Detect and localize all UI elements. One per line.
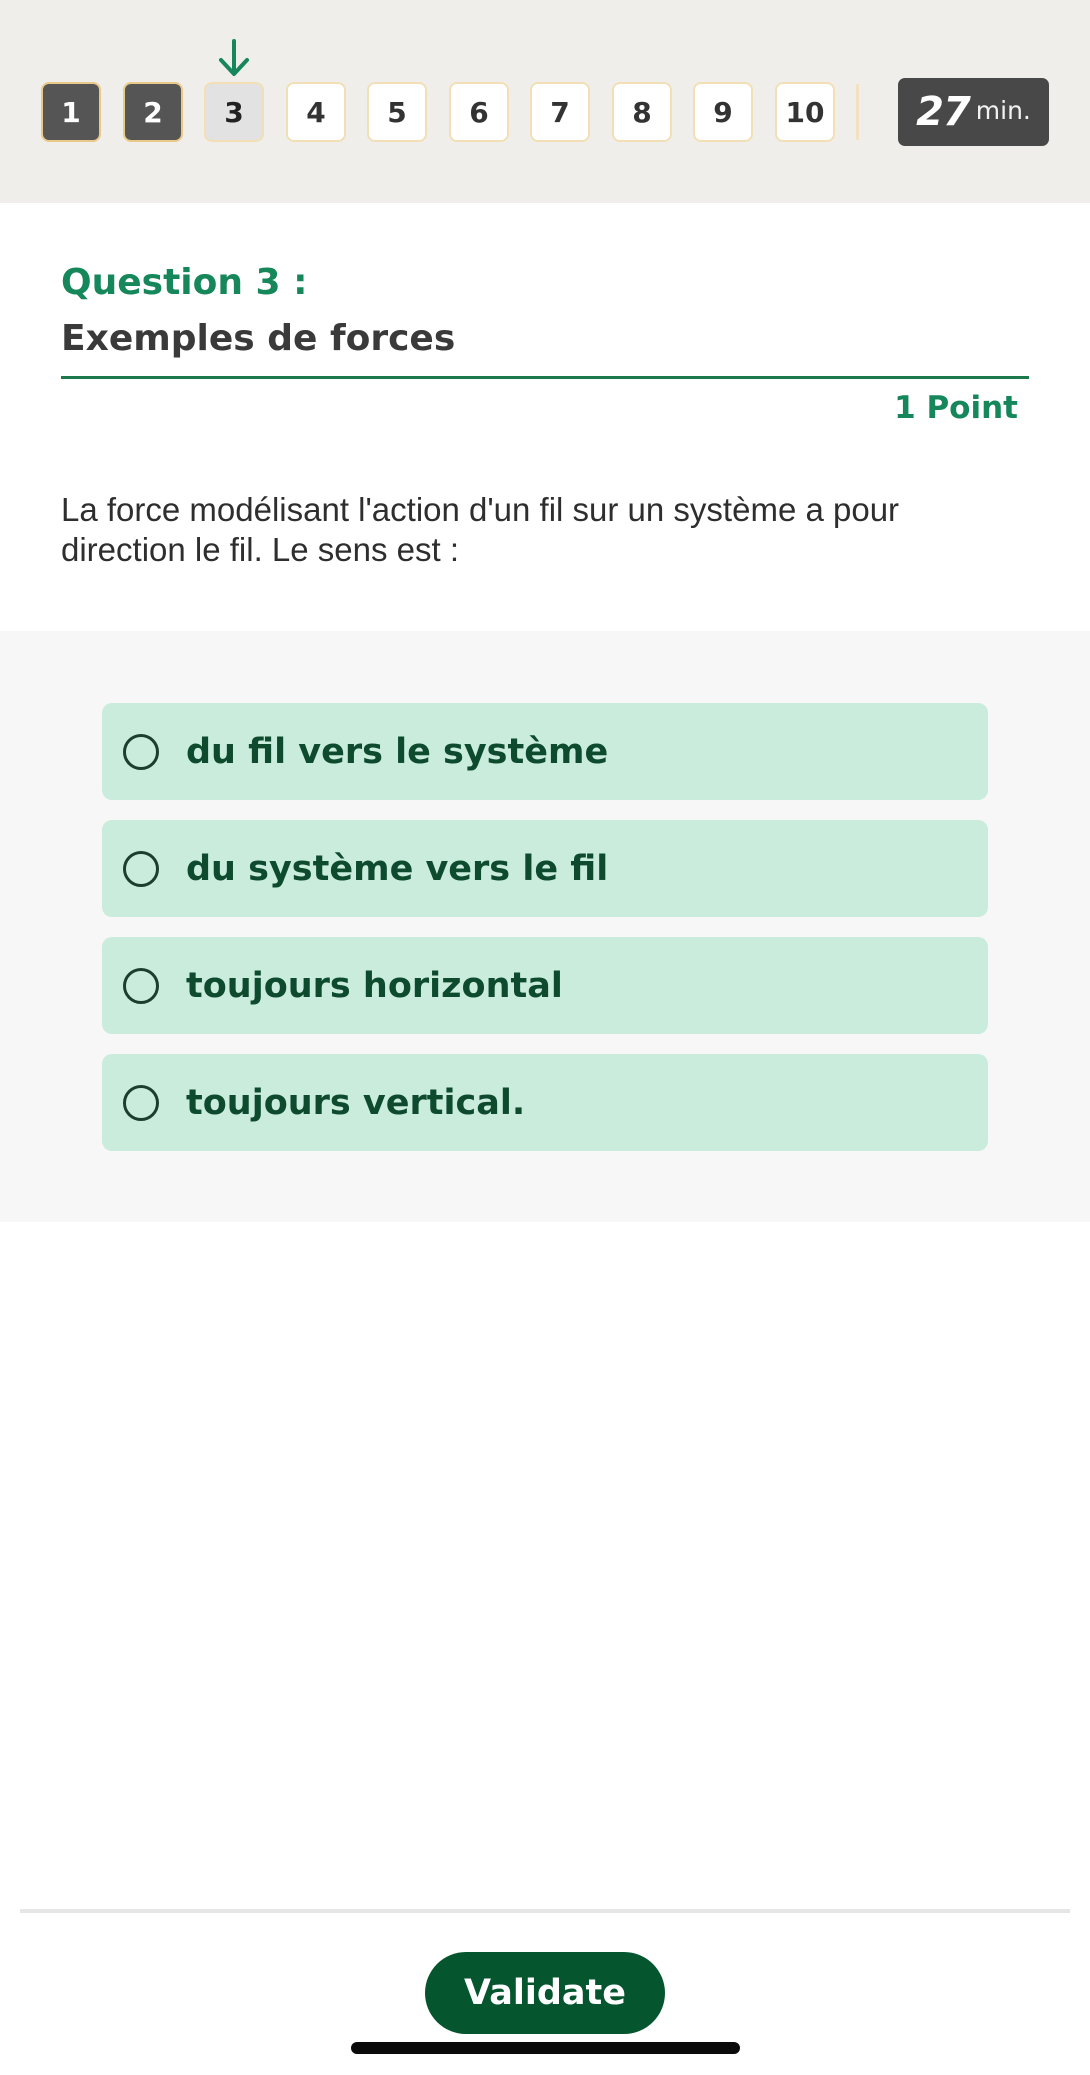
title-divider	[61, 376, 1029, 379]
answer-option-4[interactable]	[102, 1054, 988, 1151]
question-nav-button-5[interactable]: 5	[367, 82, 427, 142]
answer-option-2[interactable]	[102, 820, 988, 917]
timer-badge	[898, 78, 1049, 146]
answer-label: toujours vertical.	[186, 1082, 526, 1123]
question-nav-button-7[interactable]: 7	[530, 82, 590, 142]
question-nav-button-4[interactable]: 4	[286, 82, 346, 142]
arrow-down-icon	[217, 38, 251, 78]
question-nav-button-2[interactable]: 2	[123, 82, 183, 142]
timer-value: 27	[916, 89, 970, 135]
nav-divider	[856, 84, 859, 140]
radio-unchecked-icon[interactable]	[123, 851, 159, 887]
home-indicator[interactable]	[351, 2042, 740, 2054]
question-title: Exemples de forces	[61, 318, 456, 359]
footer-divider	[20, 1909, 1070, 1913]
question-navigator	[0, 0, 1090, 203]
question-number: Question 3 :	[61, 262, 308, 303]
question-nav-button-9[interactable]: 9	[693, 82, 753, 142]
timer-unit: min.	[975, 95, 1031, 125]
answer-label: du système vers le fil	[186, 848, 609, 889]
question-points: 1 Point	[894, 390, 1018, 426]
answer-label: du fil vers le système	[186, 731, 609, 772]
answer-option-1[interactable]	[102, 703, 988, 800]
radio-unchecked-icon[interactable]	[123, 734, 159, 770]
question-nav-button-3[interactable]: 3	[204, 82, 264, 142]
question-nav-button-6[interactable]: 6	[449, 82, 509, 142]
question-text: La force modélisant l'action d'un fil sur un système a pour direction le fil. Le sens est :	[61, 491, 900, 568]
answer-label: toujours horizontal	[186, 965, 563, 1006]
question-nav-button-10[interactable]: 10	[775, 82, 835, 142]
radio-unchecked-icon[interactable]	[123, 968, 159, 1004]
radio-unchecked-icon[interactable]	[123, 1085, 159, 1121]
question-nav-button-8[interactable]: 8	[612, 82, 672, 142]
question-nav-button-1[interactable]: 1	[41, 82, 101, 142]
answer-option-3[interactable]	[102, 937, 988, 1034]
validate-button[interactable]: Validate	[425, 1952, 665, 2034]
answers-panel	[0, 631, 1090, 1222]
